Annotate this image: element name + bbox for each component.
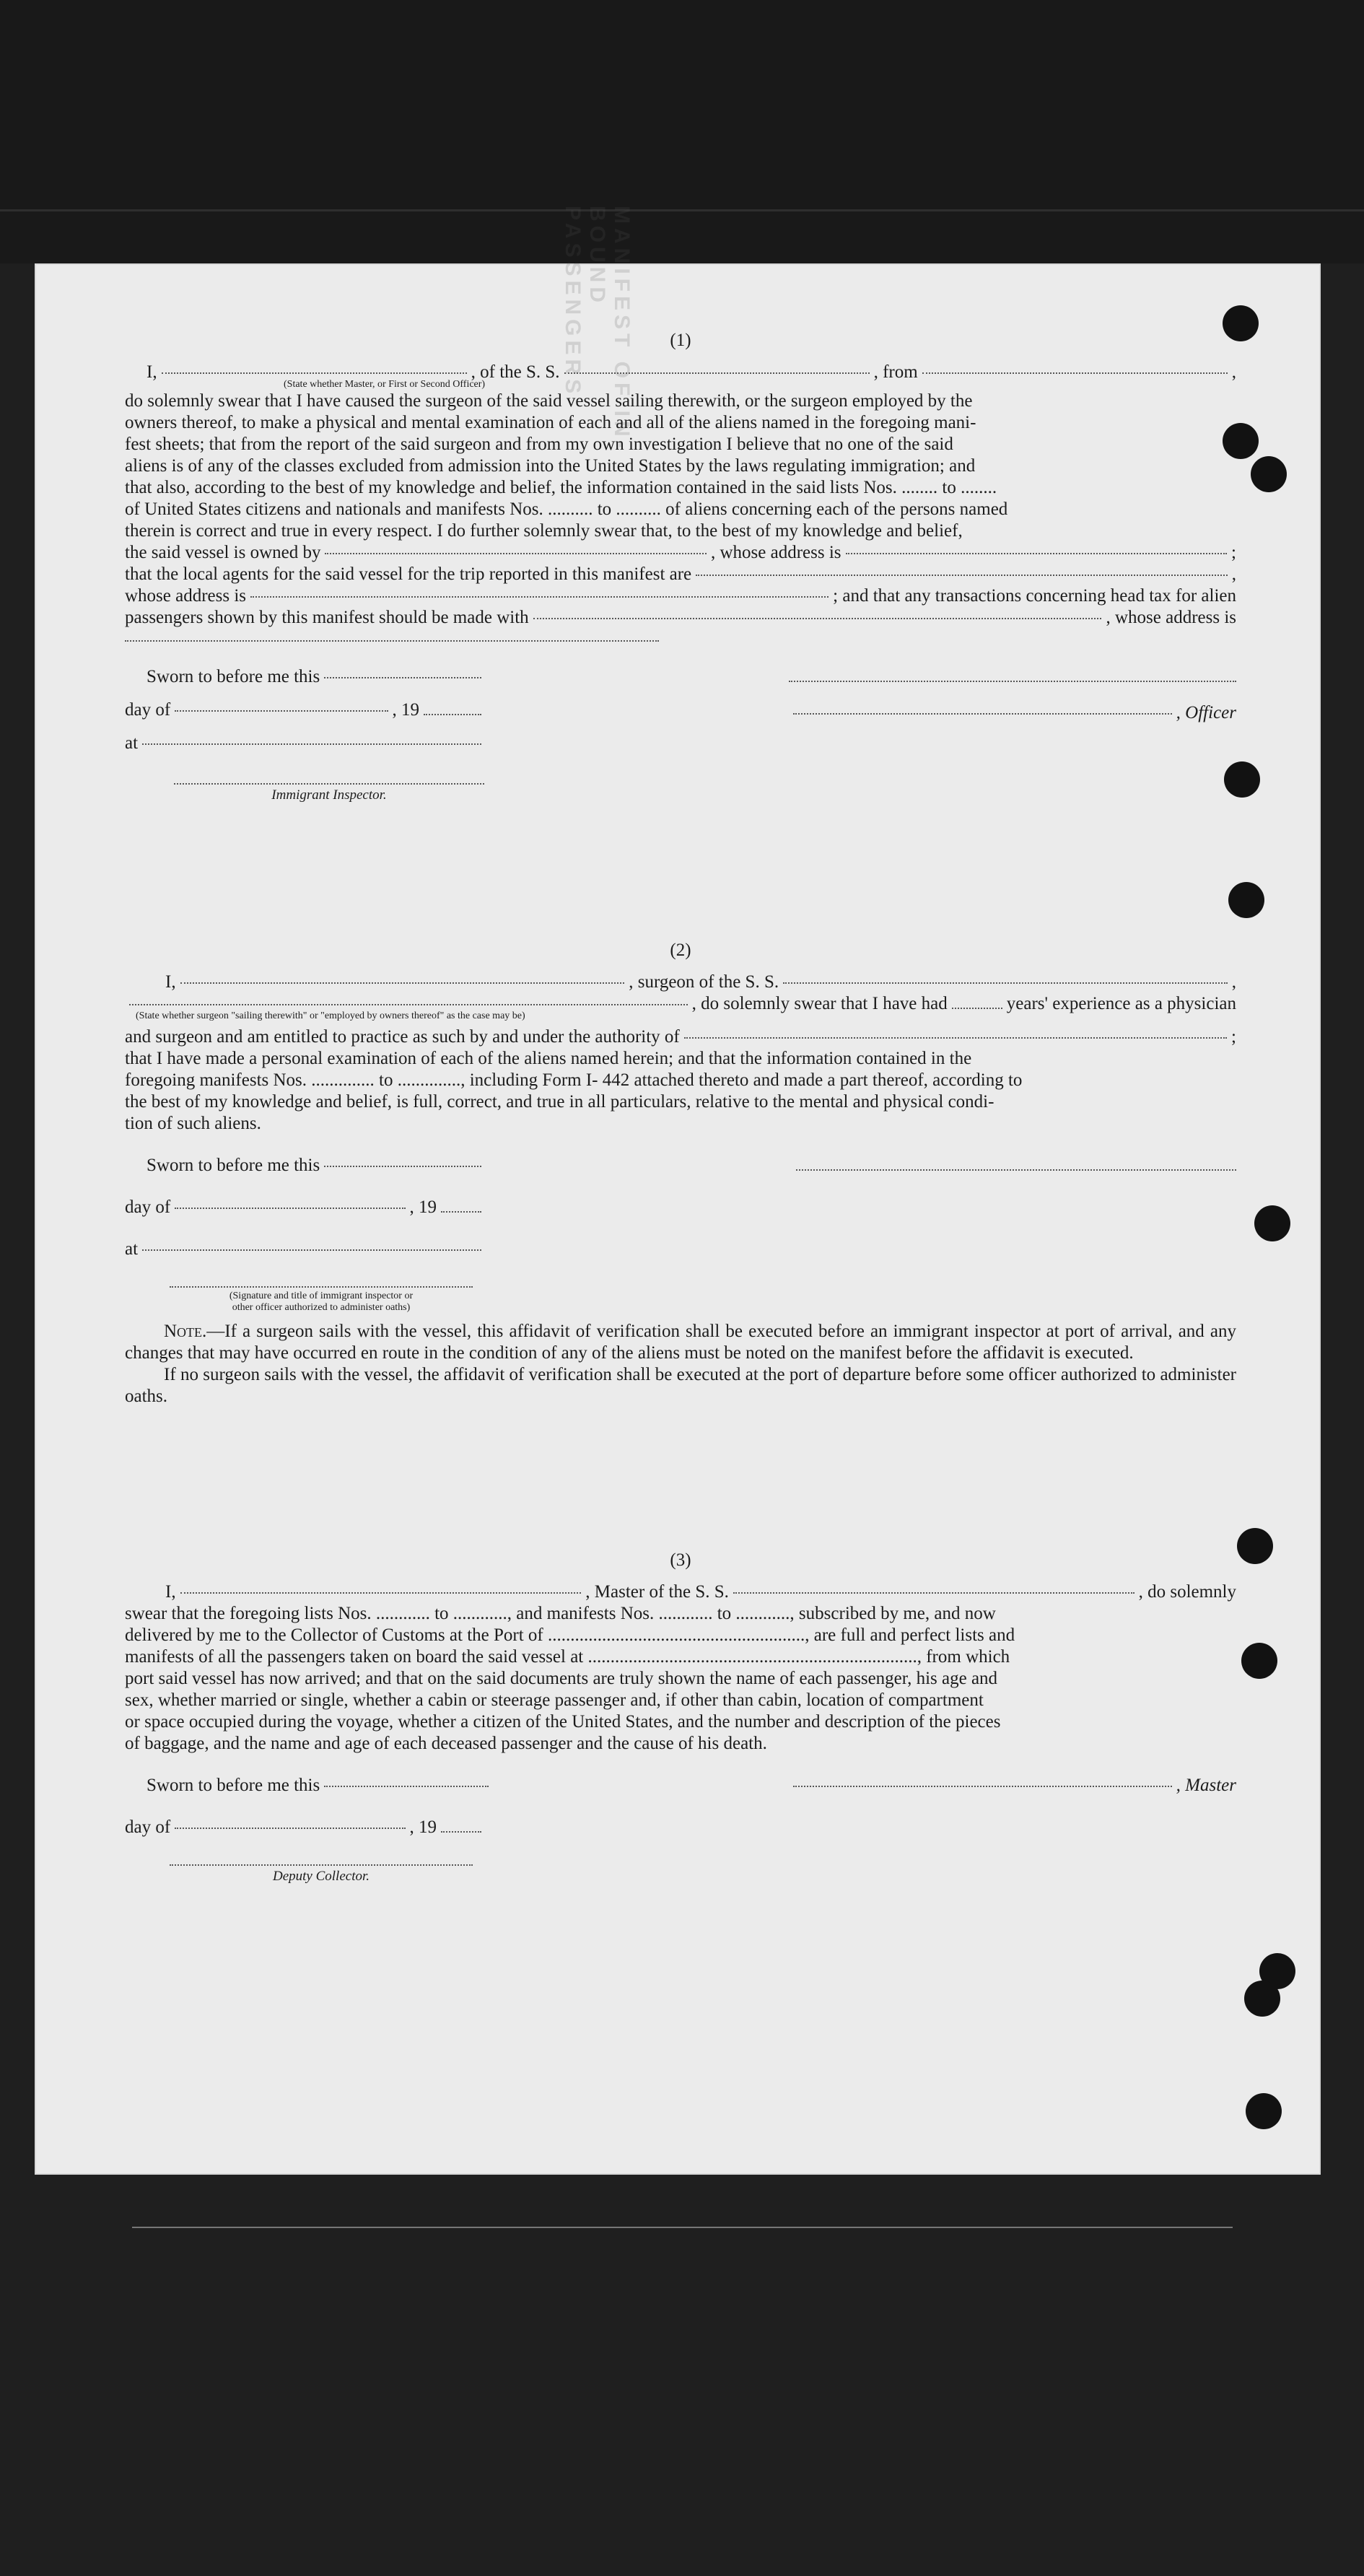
section-1: (1) I, , of the S. S. , from , (State whether Master, or First or Second Officer) do solemnly swear that I have caused the surgeon of the said vessel sailing therewith, or the surgeon employed by the owners thereof, to make a physical and mental examination of each and all of the aliens named in the foregoing mani- fest sheets; that from the report of the said surgeon and from my own investigation I believe that no one of the said aliens is of any of the classes excluded from admission into the United States by the laws regulating immigration; and that also, according to the best of my knowledge and belief, the information contained in the said lists Nos. ........ to ........ of United States citizens and nationals and manifests Nos. .......... to .......... of aliens concerning each of the persons named therein is correct and true in every respect. I do further solemnly swear that, to the best of my knowledge and belief, the said vessel is owned by , whose address is ; that the local agents for the said vessel for the trip reported in this manifest are , whose address is ; and that any transactions concerning head tax for alien passengers shown by this manifest should be made with , whose address is Sworn to before me this day of , 19 , Officer at Immigrant Inspector. <box>125 330 1236 806</box>
section-1-caption: (State whether Master, or First or Second Officer) <box>284 379 486 390</box>
master-name-field[interactable] <box>180 1592 582 1594</box>
punch-hole <box>1241 1643 1277 1679</box>
section-1-number: (1) <box>670 331 691 350</box>
section-3 <box>125 1550 1236 1887</box>
administering-officer-signature-field[interactable] <box>170 1286 473 1288</box>
years-experience-field[interactable] <box>952 1008 1002 1009</box>
officer-title-field[interactable] <box>793 713 1172 715</box>
owner-field[interactable] <box>325 553 707 554</box>
section-1-sworn-date-field[interactable] <box>324 677 481 678</box>
surgeon-signature-field[interactable] <box>796 1155 1236 1171</box>
section-1-day-field[interactable] <box>175 710 388 712</box>
surgeon-name-field[interactable] <box>180 982 625 984</box>
section-2-body: that I have made a personal examination of each of the aliens named herein; and that the information contained in the foregoing manifests Nos. .............. to .............., including Form I- 442 attached thereto and made a part thereof, according to the best of my knowledge and belief, is full, correct, and true in all particulars, relative to the mental and physical condi- tion of such aliens. <box>125 1049 1023 1133</box>
scan-border-top <box>0 0 1364 263</box>
head-tax-party-field[interactable] <box>533 618 1102 619</box>
section-2 <box>125 940 1236 1407</box>
punch-hole <box>1244 1981 1280 2017</box>
punch-hole <box>1254 1205 1290 1241</box>
scan-divider <box>0 209 1364 211</box>
authority-line: and surgeon and am entitled to practice as such by and under the authority of ; <box>125 1027 1236 1047</box>
punch-hole <box>1224 761 1260 798</box>
head-tax-line: passengers shown by this manifest should be made with , whose address is <box>125 608 1236 627</box>
head-tax-address-field[interactable] <box>125 629 659 642</box>
agents-address-line: whose address is ; and that any transactions concerning head tax for alien <box>125 586 1236 606</box>
punch-hole <box>1223 423 1259 459</box>
section-1-first-line: I, , of the S. S. , from , <box>147 362 1237 382</box>
section-3-sworn-row: Sworn to before me this , Master <box>147 1776 1236 1795</box>
surgeon-note: Note.—If a surgeon sails with the vessel, this affidavit of verification shall be executed before an immigrant inspector at port of arrival, and any changes that may have occurred en route in the condition of any of the aliens must be noted on the manifest before the affidavit is executed. <box>125 1322 1236 1363</box>
bottom-rule <box>132 2227 1233 2228</box>
section-1-year-field[interactable] <box>424 714 481 715</box>
section-3-sworn-date-field[interactable] <box>324 1786 489 1787</box>
section-2-caption: (State whether surgeon "sailing therewith" or "employed by owners thereof" as the case may be) <box>136 1010 525 1021</box>
surgeon-vessel-field[interactable] <box>783 982 1228 984</box>
section-2-sworn-date-field[interactable] <box>324 1166 481 1167</box>
punch-hole <box>1223 305 1259 341</box>
owner-address-field[interactable] <box>846 553 1228 554</box>
immigrant-inspector-label: Immigrant Inspector. <box>271 787 387 803</box>
section-3-day-line: day of , 19 <box>125 1817 486 1838</box>
section-2-day-line: day of , 19 <box>125 1197 486 1218</box>
section-1-sworn-row: Sworn to before me this <box>125 666 1236 688</box>
vessel-name-field[interactable] <box>564 372 870 374</box>
section-1-place-field[interactable] <box>142 743 481 745</box>
signature-caption: (Signature and title of immigrant inspector or other officer authorized to administer oaths) <box>229 1291 414 1313</box>
master-vessel-field[interactable] <box>733 1592 1135 1594</box>
punch-hole <box>1228 882 1264 918</box>
from-port-field[interactable] <box>922 372 1228 374</box>
section-2-first-line: I, , surgeon of the S. S. , <box>165 972 1237 992</box>
officer-signature-field[interactable] <box>789 666 1236 682</box>
section-3-number: (3) <box>670 1550 691 1570</box>
no-surgeon-note: If no surgeon sails with the vessel, the affidavit of verification shall be executed at the port of departure before some officer authorized to administer oaths. <box>125 1365 1236 1406</box>
section-2-number: (2) <box>670 940 691 960</box>
section-2-sworn-row: Sworn to before me this <box>125 1155 1236 1176</box>
punch-hole <box>1251 456 1287 492</box>
surgeon-status-field[interactable] <box>129 1004 688 1005</box>
manifest-page <box>35 206 1321 2175</box>
section-1-body: do solemnly swear that I have caused the surgeon of the said vessel sailing therewith, or the surgeon employed by the owners thereof, to make a physical and mental examination of each and all of the aliens named in the foregoing mani- fest sheets; that from the report of the said surgeon and from my own investigation I believe that no one of the said aliens is of any of the classes excluded from admission into the United States by the laws regulating immigration; and that also, according to the best of my knowledge and belief, the information contained in the said lists Nos. ........ to ........ of United States citizens and nationals and manifests Nos. .......... to .......... of aliens concerning each of the persons named therein is correct and true in every respect. I do further solemnly swear that, to the best of my knowledge and belief, <box>125 391 1008 541</box>
master-signature-field[interactable] <box>793 1786 1172 1787</box>
section-3-day-field[interactable] <box>175 1828 405 1829</box>
punch-hole <box>1246 2093 1282 2129</box>
section-2-at-line: at <box>125 1239 486 1260</box>
agents-address-field[interactable] <box>250 596 829 598</box>
section-2-year-field[interactable] <box>441 1211 481 1213</box>
deputy-collector-label: Deputy Collector. <box>272 1869 370 1884</box>
authority-field[interactable] <box>684 1037 1227 1039</box>
punch-hole <box>1237 1528 1273 1564</box>
local-agents-line: that the local agents for the said vessel for the trip reported in this manifest are , <box>125 564 1236 584</box>
section-1-at-line: at <box>125 733 486 754</box>
section-3-first-line: I, , Master of the S. S. , do solemnly <box>165 1582 1237 1602</box>
officer-name-field[interactable] <box>162 372 467 374</box>
local-agents-field[interactable] <box>696 575 1228 576</box>
section-2-day-field[interactable] <box>175 1208 405 1209</box>
faded-stamp: MANIFEST OF IN- OUND PASSENGERS <box>561 206 634 453</box>
section-3-year-field[interactable] <box>441 1831 481 1833</box>
section-2-place-field[interactable] <box>142 1249 481 1251</box>
section-2-second-line: , do solemnly swear that I have had years' experience as a physician <box>125 993 1236 1015</box>
section-3-body: swear that the foregoing lists Nos. ............ to ............, and manifests Nos. ............ to ............, subscribed by me, and now delivered by me to the Collector of Customs at the Port of ........................................................., are full and perfect lists and manifests of all the passengers taken on board the said vessel at ........................................................................., from which port said vessel has now arrived; and that on the said documents are truly shown the name of each passenger, his age and sex, whether married or single, whether a cabin or steerage passenger and, if other than cabin, location of compartment or space occupied during the voyage, whether a citizen of the United States, and the number and description of the pieces of baggage, and the name and age of each deceased passenger and the cause of his death. <box>125 1604 1015 1753</box>
section-1-day-line: day of , 19 <box>125 699 486 721</box>
owned-by-line: the said vessel is owned by , whose address is ; <box>125 543 1236 562</box>
